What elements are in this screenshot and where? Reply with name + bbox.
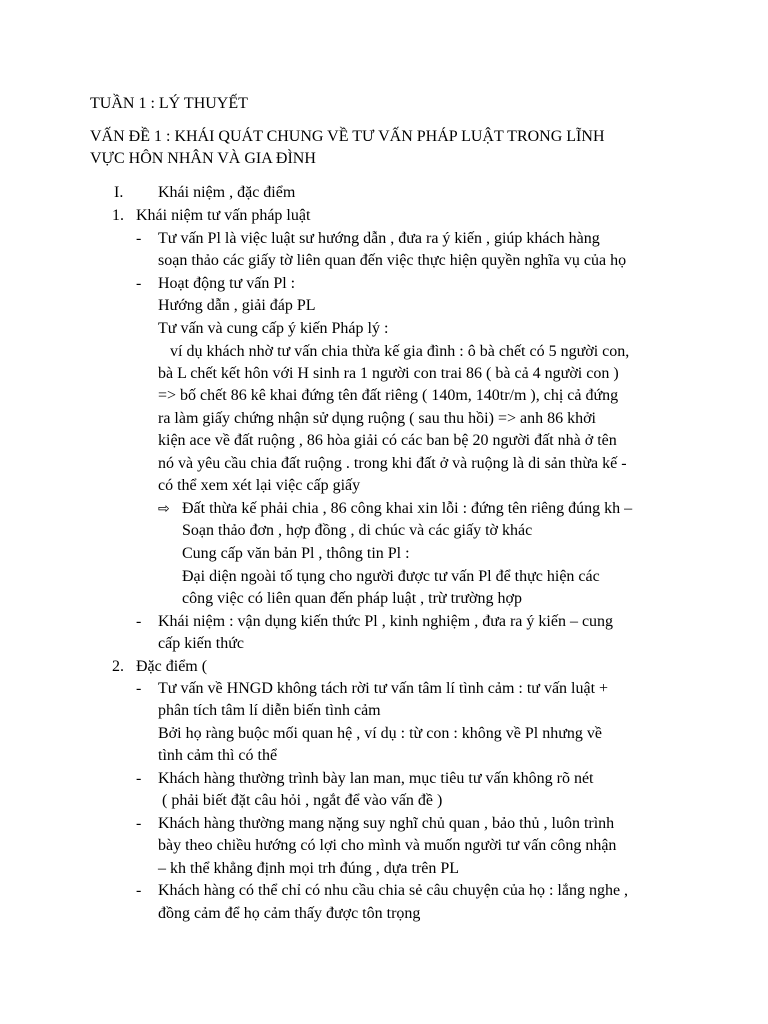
paragraph-line: bà L chết kết hôn với H sinh ra 1 người con trai 86 ( bà cả 4 người con ) [158, 365, 619, 382]
week-title: TUẦN 1 : LÝ THUYẾT [90, 95, 248, 112]
paragraph-line: cấp kiến thức [158, 635, 244, 652]
item-2-title: Đặc điểm ( [136, 658, 208, 675]
paragraph-line: Tư vấn về HNGD không tách rời tư vấn tâm lí tình cảm : tư vấn luật + [158, 680, 609, 697]
paragraph-line: Cung cấp văn bản Pl , thông tin Pl : [182, 545, 410, 562]
paragraph-line: Tư vấn và cung cấp ý kiến Pháp lý : [158, 320, 389, 337]
bullet-dash: - [136, 770, 142, 787]
paragraph-line: Hướng dẫn , giải đáp PL [158, 297, 316, 314]
item-1-title: Khái niệm tư vấn pháp luật [136, 207, 311, 224]
bullet-dash: - [136, 882, 142, 899]
paragraph-line: ( phải biết đặt câu hỏi , ngắt để vào vấn đề ) [158, 792, 443, 809]
bullet-dash: - [136, 230, 142, 247]
issue-title-line-2: VỰC HÔN NHÂN VÀ GIA ĐÌNH [90, 150, 316, 167]
bullet-dash: - [136, 613, 142, 630]
paragraph-line: kiện ace về đất ruộng , 86 hòa giải có các ban bệ 20 người đất nhà ở tên [158, 432, 617, 449]
paragraph-line: Soạn thảo đơn , hợp đồng , di chúc và các giấy tờ khác [182, 522, 533, 539]
paragraph-line: => bố chết 86 kê khai đứng tên đất riêng ( 140m, 140tr/m ), chị cả đứng [158, 387, 619, 404]
paragraph-line: đồng cảm để họ cảm thấy được tôn trọng [158, 905, 421, 922]
issue-title-line-1: VẤN ĐỀ 1 : KHÁI QUÁT CHUNG VỀ TƯ VẤN PHÁP LUẬT TRONG LĨNH [90, 128, 605, 145]
paragraph-line: tình cảm thì có thể [158, 747, 278, 764]
paragraph-line: Khách hàng thường trình bày lan man, mục tiêu tư vấn không rõ nét [158, 770, 594, 787]
paragraph-line: Đại diện ngoài tố tụng cho người được tư vấn Pl để thực hiện các [182, 568, 600, 585]
bullet-dash: - [136, 815, 142, 832]
paragraph-line: phân tích tâm lí diễn biến tình cảm [158, 702, 381, 719]
paragraph-line: Khách hàng thường mang nặng suy nghĩ chủ quan , bảo thủ , luôn trình [158, 815, 615, 832]
item-1-marker: 1. [112, 207, 124, 224]
paragraph-line: – kh thể khẳng định mọi trh đúng , dựa trên PL [158, 860, 460, 877]
paragraph-line: Tư vấn Pl là việc luật sư hướng dẫn , đưa ra ý kiến , giúp khách hàng [158, 230, 600, 247]
bullet-dash: - [136, 275, 142, 292]
paragraph-line: có thể xem xét lại việc cấp giấy [158, 477, 361, 494]
paragraph-line: ví dụ khách nhờ tư vấn chia thừa kế gia đình : ô bà chết có 5 người con, [158, 343, 630, 360]
paragraph-line: bày theo chiều hướng có lợi cho mình và muốn người tư vấn công nhận [158, 837, 617, 854]
paragraph-line: soạn thảo các giấy tờ liên quan đến việc thực hiện quyền nghĩa vụ của họ [158, 252, 627, 269]
bullet-dash: - [136, 680, 142, 697]
paragraph-line: công việc có liên quan đến pháp luật , trừ trường hợp [182, 590, 522, 607]
section-marker-roman: I. [114, 184, 124, 201]
paragraph-line: Bởi họ ràng buộc mối quan hệ , ví dụ : từ con : không về Pl nhưng về [158, 725, 602, 742]
arrow-icon: ⇨ [158, 501, 170, 517]
item-2-marker: 2. [112, 658, 124, 675]
paragraph-line: Đất thừa kế phải chia , 86 công khai xin lỗi : đứng tên riêng đúng kh – [182, 500, 633, 517]
paragraph-line: Hoạt động tư vấn Pl : [158, 275, 296, 292]
paragraph-line: nó và yêu cầu chia đất ruộng . trong khi đất ở và ruộng là di sản thừa kế - [158, 455, 627, 472]
paragraph-line: Khách hàng có thể chỉ có nhu cầu chia sẻ câu chuyện của họ : lắng nghe , [158, 882, 629, 899]
section-title: Khái niệm , đặc điểm [158, 184, 296, 201]
paragraph-line: Khái niệm : vận dụng kiến thức Pl , kinh nghiệm , đưa ra ý kiến – cung [158, 613, 614, 630]
paragraph-line: ra làm giấy chứng nhận sử dụng ruộng ( sau thu hồi) => anh 86 khởi [158, 410, 596, 427]
